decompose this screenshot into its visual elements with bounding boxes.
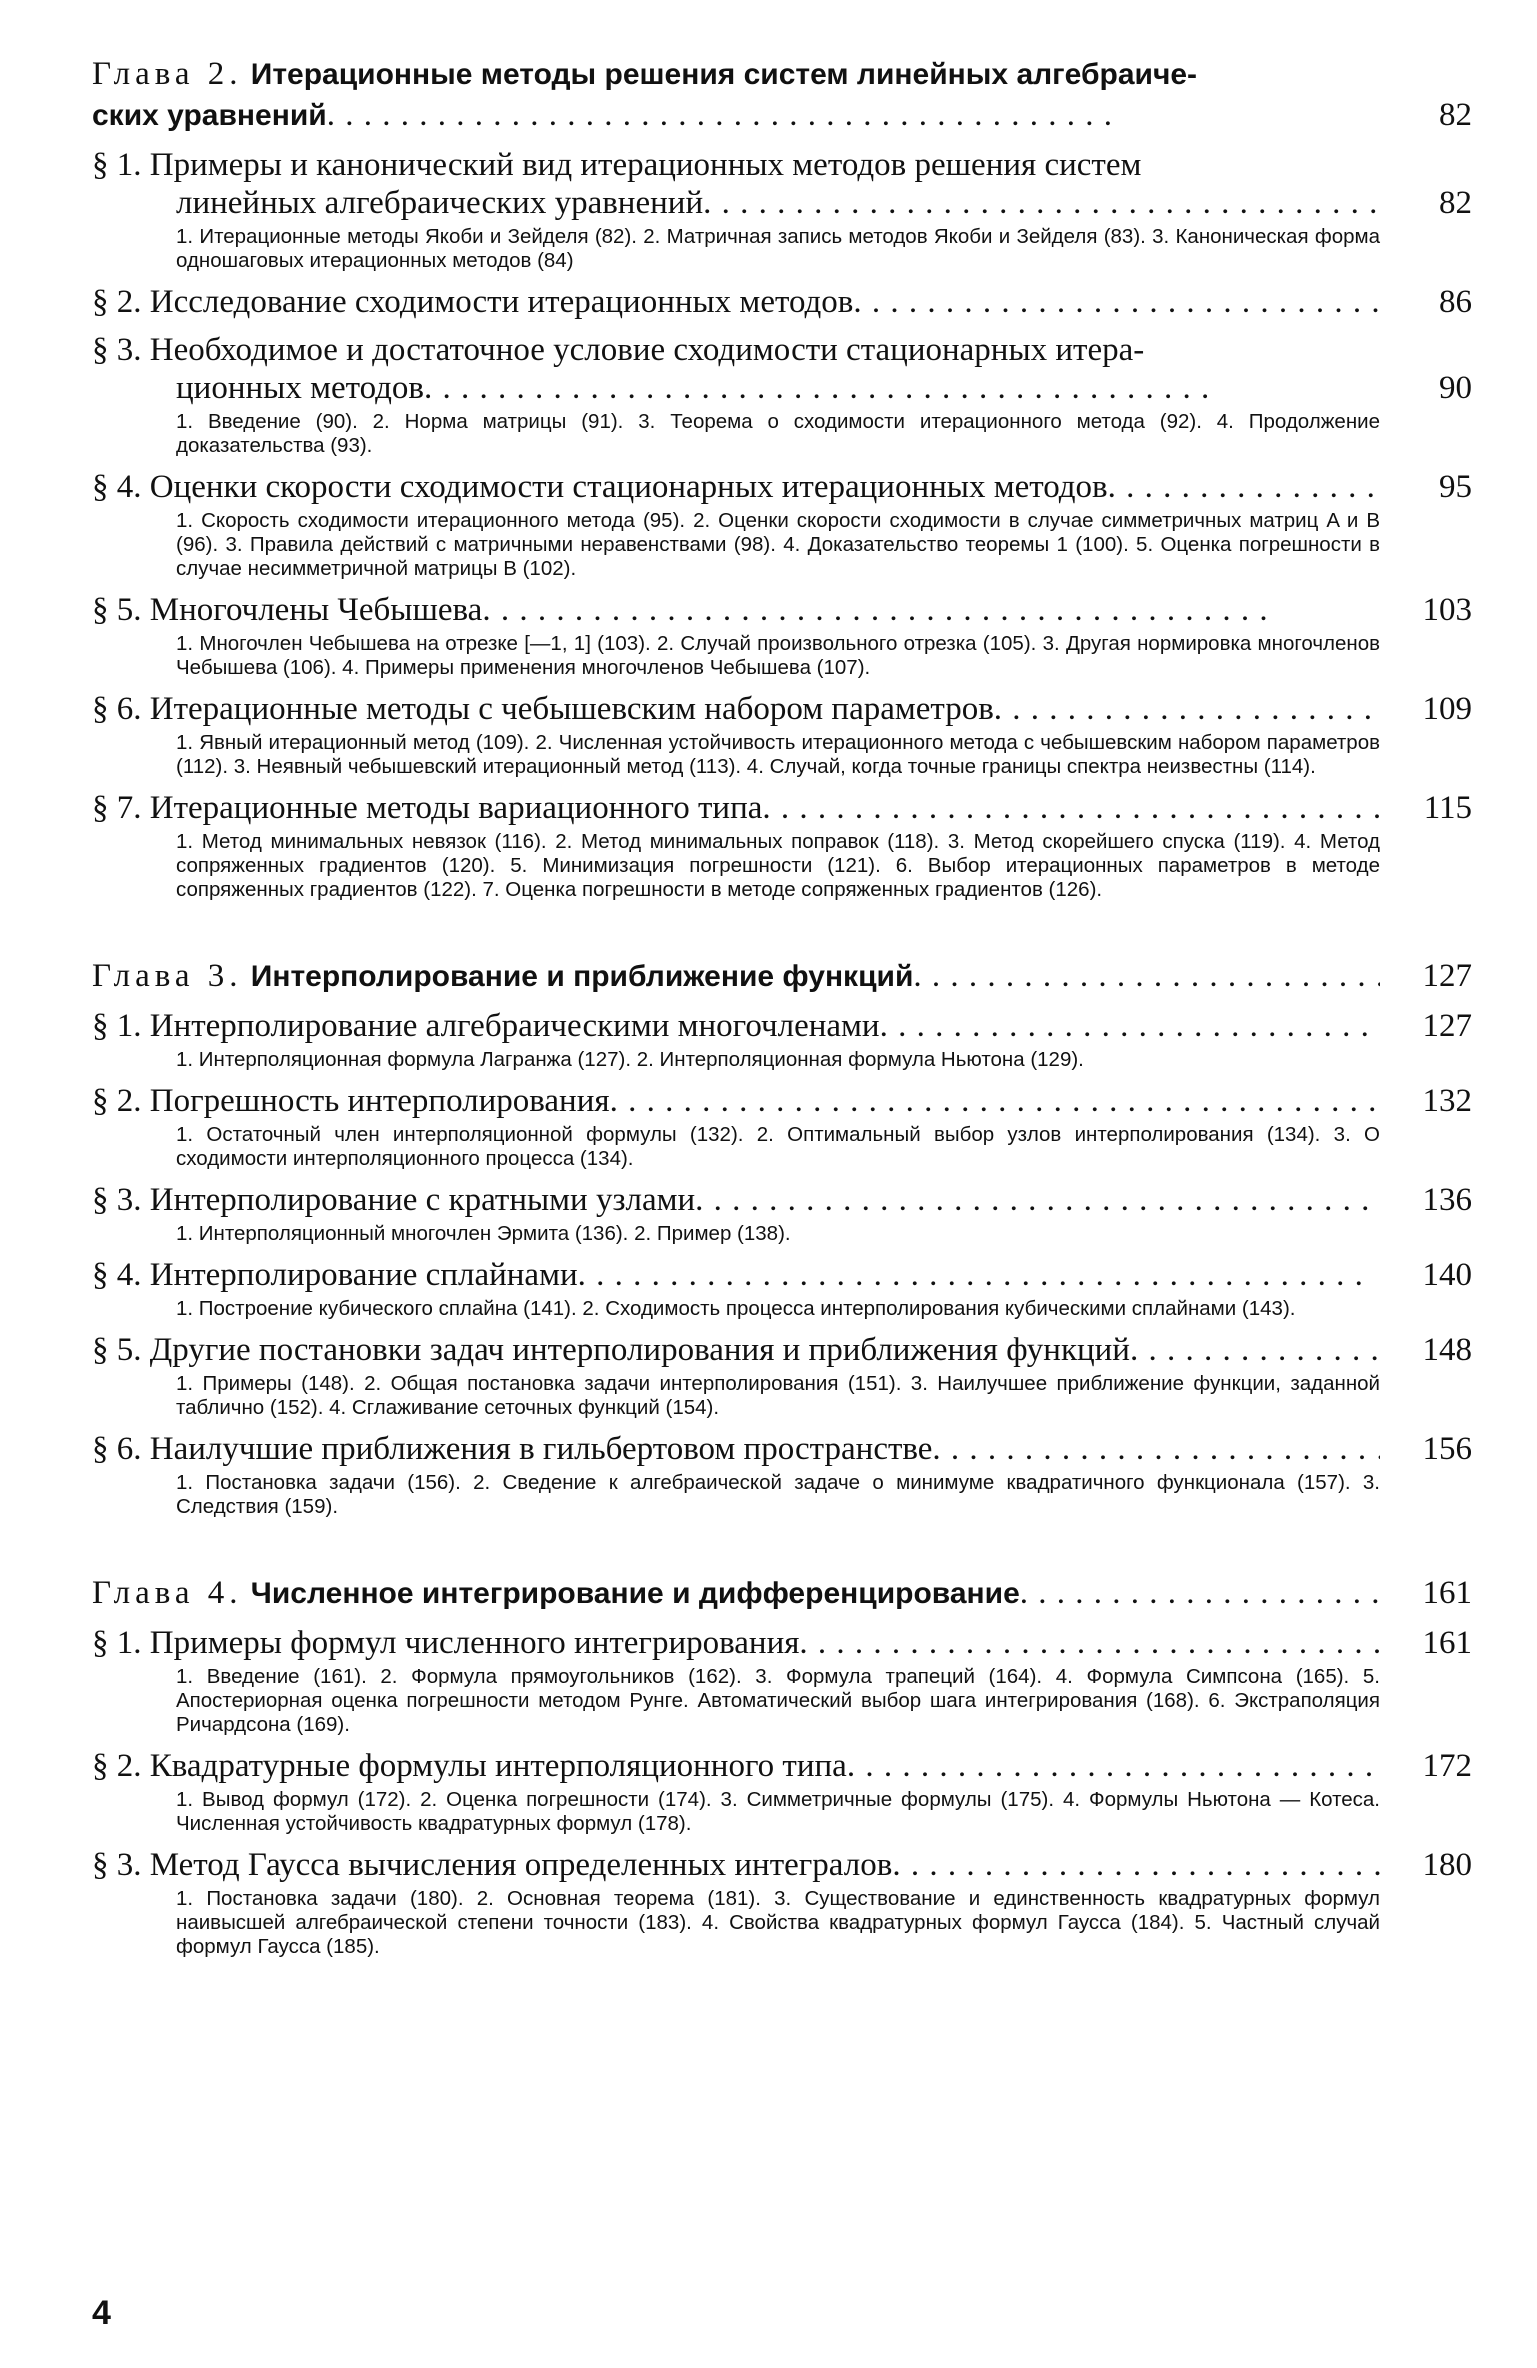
- dot-leader: [994, 690, 1380, 728]
- section-title: Необходимое и достаточное условие сходимости стационарных итера-: [149, 332, 1145, 368]
- section-page: 90: [1439, 370, 1472, 406]
- section-page: 140: [1422, 1257, 1472, 1293]
- dot-leader: [424, 369, 1380, 407]
- section-title: Наилучшие приближения в гильбертовом пространстве: [149, 1431, 933, 1467]
- section: [92, 1846, 1472, 1959]
- section-title: Метод Гаусса вычисления определенных интегралов: [149, 1847, 893, 1883]
- dot-leader: [932, 1430, 1380, 1468]
- dot-leader: [799, 1624, 1380, 1662]
- chapter-2: [92, 54, 1472, 902]
- dot-leader: [1108, 468, 1380, 506]
- subsection-list: 1. Метод минимальных невязок (116). 2. Метод минимальных поправок (118). 3. Метод скорейшего спуска (119). 4. Метод сопряженных градиентов (120). 5. Минимизация погрешности (121). 6. Выбор итерационных параметров в методе сопряженных градиентов (122). 7. Оценка погрешности в методе сопряженных градиентов (126).: [176, 830, 1380, 901]
- section-page: 161: [1422, 1625, 1472, 1661]
- dot-leader: [703, 184, 1380, 222]
- section-title: Примеры и канонический вид итерационных методов решения систем: [149, 147, 1142, 183]
- subsection-list: 1. Итерационные методы Якоби и Зейделя (82). 2. Матричная запись методов Якоби и Зейделя (83). 3. Каноническая форма одношаговых итерационных методов (84): [176, 225, 1380, 272]
- section-number: § 6.: [92, 691, 142, 727]
- chapter-page: 161: [1422, 1575, 1472, 1611]
- section-page: 82: [1439, 185, 1472, 221]
- section-title-cont: ционных методов: [176, 370, 424, 406]
- subsection-list: 1. Многочлен Чебышева на отрезке [—1, 1] (103). 2. Случай произвольного отрезка (105). 3. Другая нормировка многочленов Чебышева (106). 4. Примеры применения многочленов Чебышева (107).: [176, 632, 1380, 679]
- section-page: 115: [1423, 790, 1472, 826]
- section: [92, 789, 1472, 902]
- section: [92, 690, 1472, 779]
- subsection-list: 1. Построение кубического сплайна (141). 2. Сходимость процесса интерполирования кубическими сплайнами (143).: [176, 1297, 1296, 1320]
- chapter-heading: [92, 956, 1472, 997]
- section: [92, 591, 1472, 680]
- section: [92, 283, 1472, 321]
- section-title: Другие постановки задач интерполирования и приближения функций: [149, 1332, 1130, 1368]
- section-number: § 5.: [92, 1332, 142, 1368]
- section-title: Погрешность интерполирования: [149, 1083, 610, 1119]
- section: [92, 1007, 1472, 1072]
- section-number: § 1.: [92, 147, 142, 183]
- subsection-list: 1. Вывод формул (172). 2. Оценка погрешности (174). 3. Симметричные формулы (175). 4. Формулы Ньютона — Котеса. Численная устойчивость квадратурных формул (178).: [176, 1788, 1380, 1835]
- dot-leader: [1020, 1573, 1380, 1613]
- section: [92, 468, 1472, 581]
- section-title: Оценки скорости сходимости стационарных итерационных методов: [149, 469, 1108, 505]
- dot-leader: [762, 789, 1380, 827]
- dot-leader: [853, 283, 1380, 321]
- section-page: 95: [1439, 469, 1472, 505]
- section-number: § 3.: [92, 1847, 142, 1883]
- section-page: 148: [1422, 1332, 1472, 1368]
- chapter-4: [92, 1573, 1472, 1959]
- dot-leader: [880, 1007, 1380, 1045]
- section-page: 180: [1422, 1847, 1472, 1883]
- subsection-list: 1. Интерполяционная формула Лагранжа (127). 2. Интерполяционная формула Ньютона (129).: [176, 1048, 1084, 1071]
- chapter-heading: [92, 54, 1472, 136]
- subsection-list: 1. Введение (161). 2. Формула прямоугольников (162). 3. Формула трапеций (164). 4. Формула Симпсона (165). 5. Апостериорная оценка погрешности методом Рунге. Автоматический выбор шага интегрирования (168). 6. Экстраполяция Ричардсона (169).: [176, 1665, 1380, 1736]
- section-number: § 6.: [92, 1431, 142, 1467]
- section-page: 172: [1422, 1748, 1472, 1784]
- chapter-title: Численное интегрирование и дифференцирование: [250, 1577, 1020, 1610]
- section: [92, 146, 1472, 273]
- dot-leader: [695, 1181, 1380, 1219]
- section-title: Интерполирование алгебраическими многочленами: [149, 1008, 880, 1044]
- section-number: § 3.: [92, 332, 142, 368]
- chapter-title: Итерационные методы решения систем линейных алгебраиче-: [250, 58, 1198, 91]
- section-number: § 2.: [92, 284, 142, 320]
- page-number: 4: [92, 2294, 111, 2332]
- subsection-list: 1. Введение (90). 2. Норма матрицы (91). 3. Теорема о сходимости итерационного метода (92). 4. Продолжение доказательства (93).: [176, 410, 1380, 457]
- subsection-list: 1. Скорость сходимости итерационного метода (95). 2. Оценки скорости сходимости в случае симметричных матриц A и B (96). 3. Правила действий с матричными неравенствами (98). 4. Доказательство теоремы 1 (100). 5. Оценка погрешности в случае несимметричной матрицы B (102).: [176, 509, 1380, 580]
- section-page: 127: [1422, 1008, 1472, 1044]
- subsection-list: 1. Интерполяционный многочлен Эрмита (136). 2. Пример (138).: [176, 1222, 791, 1245]
- chapter-title-cont: ских уравнений: [92, 99, 327, 132]
- section-title: Примеры формул численного интегрирования: [149, 1625, 800, 1661]
- table-of-contents: [92, 54, 1472, 2354]
- section-title: Многочлены Чебышева: [149, 592, 483, 628]
- section-page: 109: [1422, 691, 1472, 727]
- section: [92, 331, 1472, 458]
- chapter-3: [92, 956, 1472, 1519]
- dot-leader: [892, 1846, 1380, 1884]
- section-title: Итерационные методы с чебышевским набором параметров: [149, 691, 994, 727]
- chapter-page: 127: [1422, 958, 1472, 994]
- section-number: § 5.: [92, 592, 142, 628]
- section: [92, 1624, 1472, 1737]
- section-number: § 4.: [92, 469, 142, 505]
- section-page: 103: [1422, 592, 1472, 628]
- section-number: § 1.: [92, 1008, 142, 1044]
- subsection-list: 1. Постановка задачи (180). 2. Основная теорема (181). 3. Существование и единственность квадратурных формул наивысшей алгебраической степени точности (183). 4. Свойства квадратурных формул Гаусса (184). 5. Частный случай формул Гаусса (185).: [176, 1887, 1380, 1958]
- chapter-label: Глава 2.: [92, 56, 243, 92]
- section-number: § 3.: [92, 1182, 142, 1218]
- chapter-label: Глава 3.: [92, 958, 243, 994]
- section-title: Интерполирование с кратными узлами: [149, 1182, 696, 1218]
- section-number: § 2.: [92, 1748, 142, 1784]
- section-number: § 1.: [92, 1625, 142, 1661]
- dot-leader: [610, 1082, 1380, 1120]
- section-page: 136: [1422, 1182, 1472, 1218]
- section: [92, 1747, 1472, 1836]
- section-page: 156: [1422, 1431, 1472, 1467]
- section: [92, 1430, 1472, 1519]
- dot-leader: [327, 95, 1380, 135]
- section: [92, 1082, 1472, 1171]
- section-title: Итерационные методы вариационного типа: [149, 790, 763, 826]
- chapter-heading: [92, 1573, 1472, 1614]
- chapter-title: Интерполирование и приближение функций: [250, 960, 914, 993]
- subsection-list: 1. Примеры (148). 2. Общая постановка задачи интерполирования (151). 3. Наилучшее приближение функции, заданной таблично (152). 4. Сглаживание сеточных функций (154).: [176, 1372, 1380, 1419]
- section-title: Квадратурные формулы интерполяционного типа: [149, 1748, 847, 1784]
- dot-leader: [847, 1747, 1380, 1785]
- section-number: § 4.: [92, 1257, 142, 1293]
- chapter-page: 82: [1439, 97, 1472, 133]
- section: [92, 1181, 1472, 1246]
- subsection-list: 1. Постановка задачи (156). 2. Сведение к алгебраической задаче о минимуме квадратичного функционала (157). 3. Следствия (159).: [176, 1471, 1380, 1518]
- section-page: 86: [1439, 284, 1472, 320]
- section-number: § 2.: [92, 1083, 142, 1119]
- section-title: Интерполирование сплайнами: [149, 1257, 578, 1293]
- section-title-cont: линейных алгебраических уравнений: [176, 185, 704, 221]
- dot-leader: [1130, 1331, 1380, 1369]
- dot-leader: [913, 956, 1380, 996]
- section-number: § 7.: [92, 790, 142, 826]
- subsection-list: 1. Остаточный член интерполяционной формулы (132). 2. Оптимальный выбор узлов интерполирования (134). 3. О сходимости интерполяционного процесса (134).: [176, 1123, 1380, 1170]
- subsection-list: 1. Явный итерационный метод (109). 2. Численная устойчивость итерационного метода с чебышевским набором параметров (112). 3. Неявный чебышевский итерационный метод (113). 4. Случай, когда точные границы спектра неизвестны (114).: [176, 731, 1380, 778]
- section-page: 132: [1422, 1083, 1472, 1119]
- section: [92, 1331, 1472, 1420]
- dot-leader: [482, 591, 1380, 629]
- section: [92, 1256, 1472, 1321]
- dot-leader: [578, 1256, 1380, 1294]
- section-title: Исследование сходимости итерационных методов: [149, 284, 854, 320]
- chapter-label: Глава 4.: [92, 1575, 243, 1611]
